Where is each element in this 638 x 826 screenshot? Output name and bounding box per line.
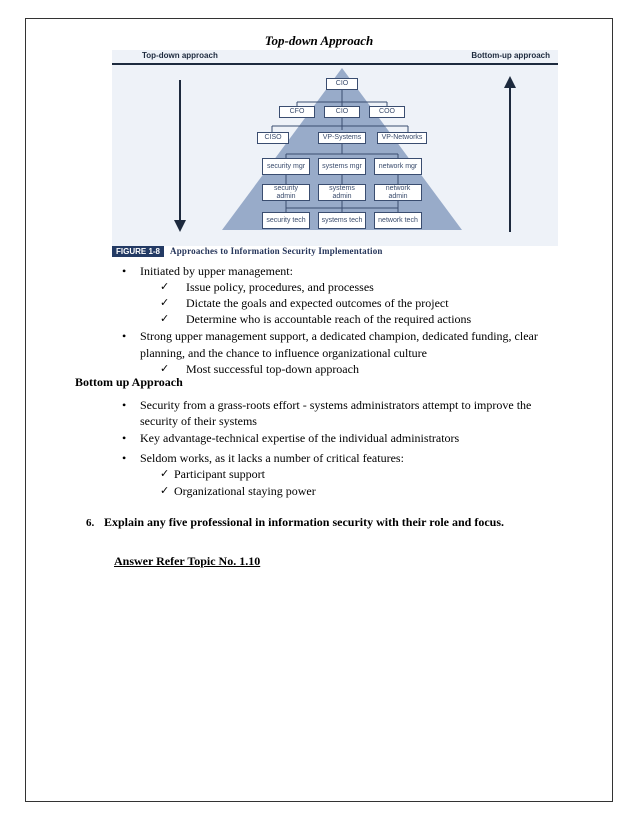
check-icon: ✓	[160, 485, 170, 497]
topdown-check-2: Dictate the goals and expected outcomes of the project	[186, 296, 449, 310]
box-network-admin: network admin	[374, 184, 422, 201]
box-security-tech: security tech	[262, 212, 310, 229]
topdown-bullet-1: • Initiated by upper management:	[140, 263, 293, 279]
box-vp-networks: VP-Networks	[377, 132, 427, 144]
topdown-bullet-2-line1: • Strong upper management support, a dedicated champion, dedicated funding, clear	[140, 328, 538, 344]
bottom-up-label: Bottom-up approach	[471, 51, 550, 60]
bottomup-bullet-1-line2: security of their systems	[140, 414, 257, 428]
box-network-tech: network tech	[374, 212, 422, 229]
box-systems-mgr: systems mgr	[318, 158, 366, 175]
check-icon: ✓	[160, 313, 170, 325]
box-coo: COO	[369, 106, 405, 118]
bottomup-heading: Bottom up Approach	[75, 375, 183, 389]
question-text: Explain any five professional in information security with their role and focus.	[104, 515, 505, 529]
figure-caption-text: Approaches to Information Security Implementation	[170, 246, 383, 256]
topdown-check-1: Issue policy, procedures, and processes	[186, 280, 374, 294]
topdown-check-4: Most successful top-down approach	[186, 362, 359, 376]
check-icon: ✓	[160, 281, 170, 293]
box-cio: CIO	[324, 106, 360, 118]
topdown-bullet-2-line2: planning, and the chance to influence organizational culture	[140, 346, 427, 360]
box-security-admin: security admin	[262, 184, 310, 201]
page-title: Top-down Approach	[264, 33, 374, 48]
bottomup-check-1: Participant support	[174, 467, 265, 481]
topdown-check-3: Determine who is accountable reach of the required actions	[186, 312, 472, 326]
box-network-mgr: network mgr	[374, 158, 422, 175]
box-vp-systems: VP-Systems	[318, 132, 366, 144]
bottomup-bullet-3: • Seldom works, as it lacks a number of critical features:	[140, 450, 404, 466]
bottomup-bullet-1-line1: • Security from a grass-roots effort - systems administrators attempt to improve the	[140, 397, 531, 413]
top-down-label: Top-down approach	[142, 51, 218, 60]
box-systems-tech: systems tech	[318, 212, 366, 229]
box-cfo: CFO	[279, 106, 315, 118]
box-cio-top: CIO	[326, 78, 358, 90]
bottomup-check-2: Organizational staying power	[174, 484, 316, 498]
bottomup-bullet-2: • Key advantage-technical expertise of the individual administrators	[140, 430, 459, 446]
figure-caption-tag: FIGURE 1-8	[112, 246, 164, 257]
question-number: 6.	[86, 517, 95, 529]
figure-caption	[112, 246, 558, 257]
check-icon: ✓	[160, 363, 170, 375]
check-icon: ✓	[160, 297, 170, 309]
answer-reference: Answer Refer Topic No. 1.10	[114, 554, 261, 568]
figure-approaches	[112, 50, 558, 260]
box-security-mgr: security mgr	[262, 158, 310, 175]
box-systems-admin: systems admin	[318, 184, 366, 201]
box-ciso: CISO	[257, 132, 289, 144]
check-icon: ✓	[160, 468, 170, 480]
